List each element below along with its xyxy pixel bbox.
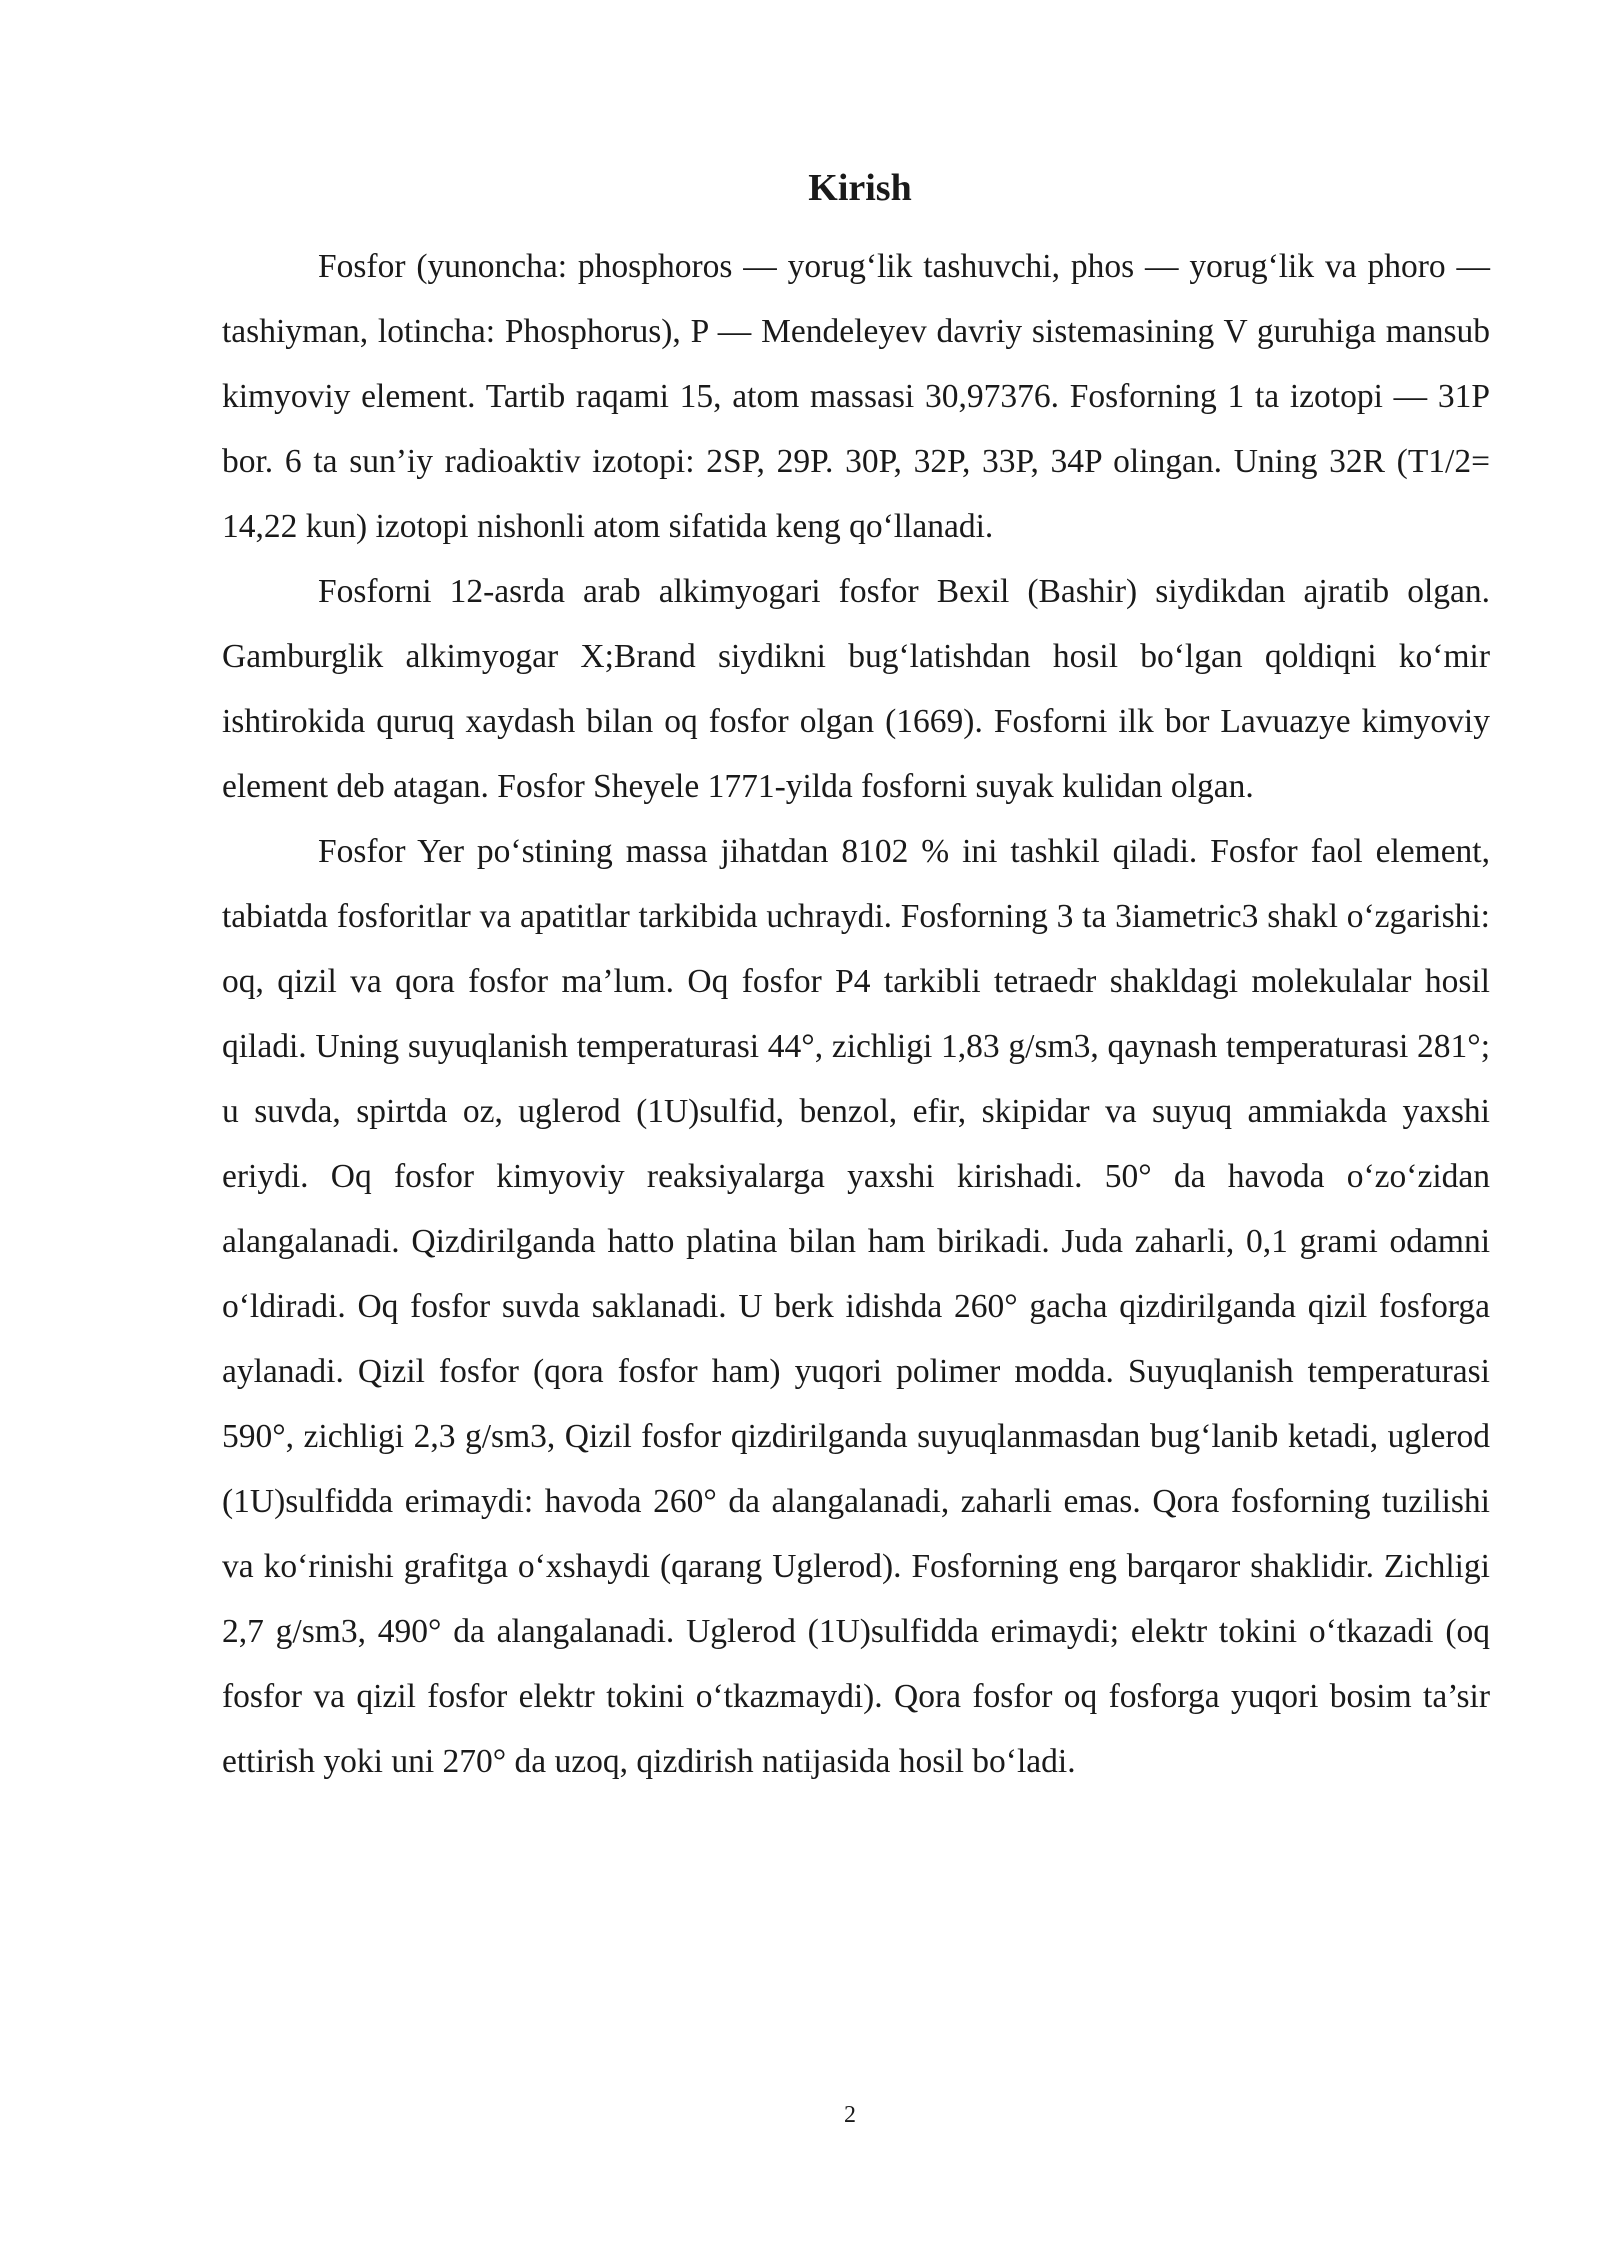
- paragraph-properties: Fosfor Yer po‘stining massa jihatdan 8102 % ini tashkil qiladi. Fosfor faol element, tabiatda fosforitlar va apatitlar tarkibida uchraydi. Fosforning 3 ta 3iametric3 shakl o‘zgarishi: oq, qizil va qora fosfor ma’lum. Oq fosfor P4 tarkibli tetraedr shakldagi molekulalar hosil qiladi. Uning suyuqlanish temperaturasi 44°, zichligi 1,83 g/sm3, qaynash temperaturasi 281°; u suvda, spirtda oz, uglerod (1U)sulfid, benzol, efir, skipidar va suyuq ammiakda yaxshi eriydi. Oq fosfor kimyoviy reaksiyalarga yaxshi kirishadi. 50° da havoda o‘zo‘zidan alangalanadi. Qizdirilganda hatto platina bilan ham birikadi. Juda zaharli, 0,1 grami odamni o‘ldiradi. Oq fosfor suvda saklanadi. U berk idishda 260° gacha qizdirilganda qizil fosforga aylanadi. Qizil fosfor (qora fosfor ham) yuqori polimer modda. Suyuqlanish temperaturasi 590°, zichligi 2,3 g/sm3, Qizil fosfor qizdirilganda suyuqlanmasdan bug‘lanib ketadi, uglerod (1U)sulfidda erimaydi: havoda 260° da alangalanadi, zaharli emas. Qora fosforning tuzilishi va ko‘rinishi grafitga o‘xshaydi (qarang Uglerod). Fosforning eng barqaror shaklidir. Zichligi 2,7 g/sm3, 490° da alangalanadi. Uglerod (1U)sulfidda erimaydi; elektr tokini o‘tkazadi (oq fosfor va qizil fosfor elektr tokini o‘tkazmaydi). Qora fosfor oq fosforga yuqori bosim ta’sir ettirish yoki uni 270° da uzoq, qizdirish natijasida hosil bo‘ladi.: [222, 833, 1490, 1780]
- body-text: [222, 234, 1490, 1794]
- paragraph-intro: Fosfor (yunoncha: phosphoros — yorug‘lik tashuvchi, phos — yorug‘lik va phoro — tashiyman, lotincha: Phosphorus), P — Mendeleyev davriy sistemasining V guruhiga mansub kimyoviy element. Tartib raqami 15, atom massasi 30,97376. Fosforning 1 ta izotopi — 31P bor. 6 ta sun’iy radioaktiv izotopi: 2SP, 29P. 30P, 32P, 33P, 34P olingan. Uning 32R (T1/2= 14,22 kun) izotopi nishonli atom sifatida keng qo‘llanadi.: [222, 248, 1490, 545]
- paragraph-history: Fosforni 12-asrda arab alkimyogari fosfor Bexil (Bashir) siydikdan ajratib olgan. Gamburglik alkimyogar X;Brand siydikni bug‘latishdan hosil bo‘lgan qoldiqni ko‘mir ishtirokida quruq xaydash bilan oq fosfor olgan (1669). Fosforni ilk bor Lavuazye kimyoviy element deb atagan. Fosfor Sheyele 1771-yilda fosforni suyak kulidan olgan.: [222, 573, 1490, 805]
- page-number: 2: [844, 2102, 856, 2128]
- page-title: Kirish: [808, 167, 912, 209]
